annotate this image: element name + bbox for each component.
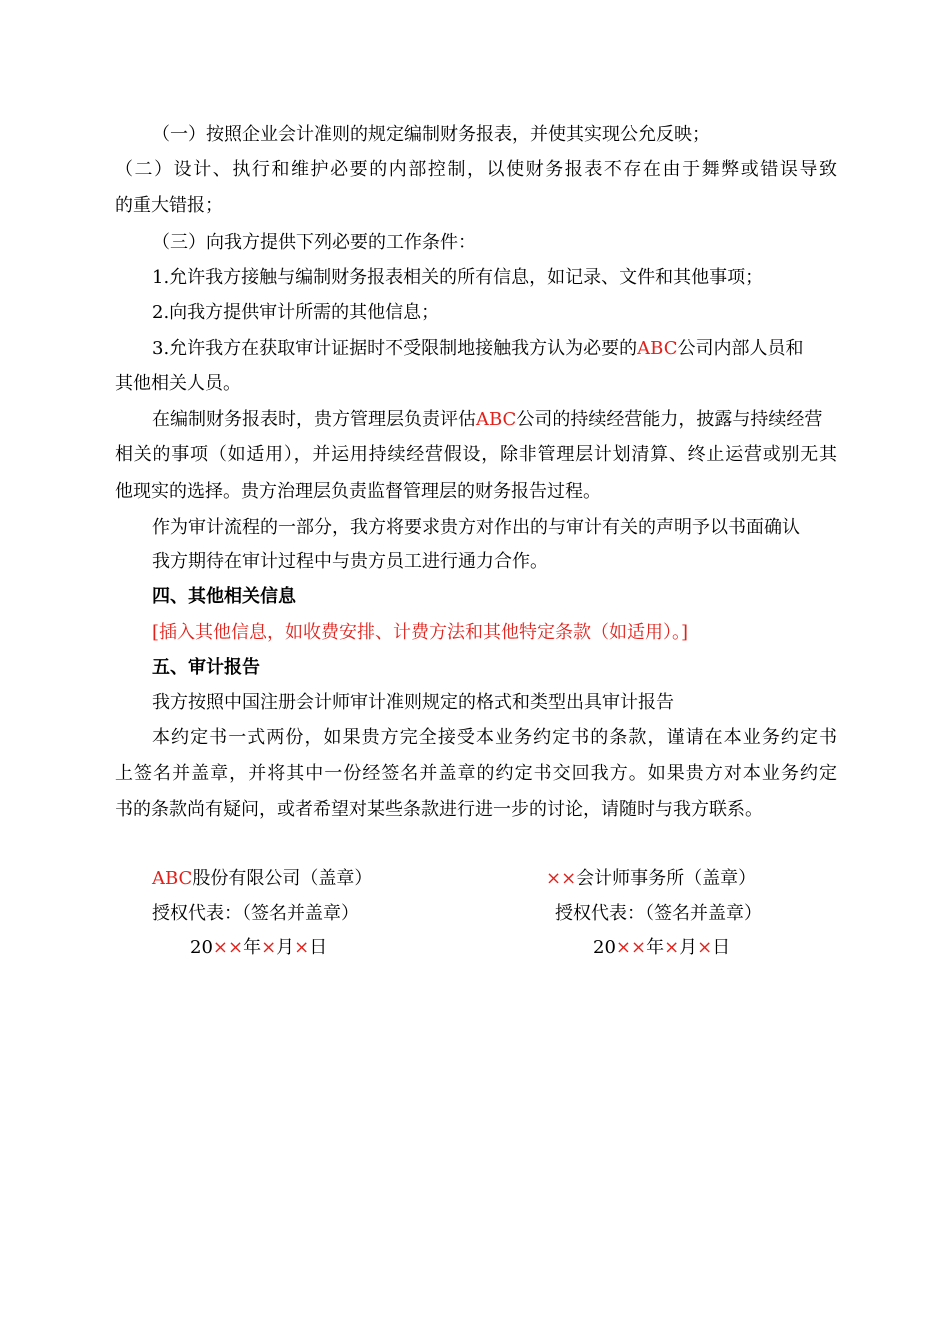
closing-paragraph-line-1: 本约定书一式两份，如果贵方完全接受本业务约定书的条款，谨请在本业务约定书 (152, 727, 837, 748)
date-month-unit: 月 (276, 937, 295, 958)
condition-item-2: 2.向我方提供审计所需的其他信息； (152, 302, 440, 323)
clause-two-line-2: 的重大错报； (115, 195, 223, 216)
management-text-post: 公司的持续经营能力，披露与持续经营 (516, 409, 823, 430)
management-company-name: ABC (476, 409, 517, 430)
date-year-unit: 年 (243, 937, 262, 958)
management-paragraph-line-3: 他现实的选择。贵方治理层负责监督管理层的财务报告过程。 (115, 481, 601, 502)
date-year-unit: 年 (646, 937, 665, 958)
date-year-prefix: 20 (190, 937, 213, 958)
management-text-pre: 在编制财务报表时，贵方管理层负责评估 (152, 409, 476, 430)
date-month-placeholder: × (261, 937, 277, 958)
accounting-firm-placeholder: ×× (546, 868, 577, 889)
date-day-unit: 日 (712, 937, 731, 958)
closing-paragraph-line-2: 上签名并盖章，并将其中一份经签名并盖章的约定书交回我方。如果贵方对本业务约定 (115, 763, 837, 784)
management-paragraph-line-2: 相关的事项（如适用），并运用持续经营假设，除非管理层计划清算、终止运营或别无其 (115, 444, 837, 465)
closing-paragraph-line-3: 书的条款尚有疑问，或者希望对某些条款进行进一步的讨论，请随时与我方联系。 (115, 799, 763, 820)
date-day-placeholder: × (697, 937, 713, 958)
management-paragraph-line-1 (152, 409, 822, 431)
section-four-heading: 四、其他相关信息 (152, 586, 296, 607)
date-month-unit: 月 (679, 937, 698, 958)
item3-text-post: 公司内部人员和 (677, 338, 804, 359)
client-company-signature-label (152, 868, 372, 890)
cooperation-line: 我方期待在审计过程中与贵方员工进行通力合作。 (152, 551, 548, 572)
client-company-rest: 股份有限公司（盖章） (192, 868, 373, 889)
clause-three: （三）向我方提供下列必要的工作条件： (152, 232, 476, 253)
audit-process-line: 作为审计流程的一部分，我方将要求贵方对作出的与审计有关的声明予以书面确认 (152, 517, 800, 538)
date-year-placeholder: ×× (615, 937, 647, 958)
firm-representative-label: 授权代表：（签名并盖章） (555, 903, 762, 924)
item3-text-pre: 3.允许我方在获取审计证据时不受限制地接触我方认为必要的 (152, 338, 638, 359)
date-year-placeholder: ×× (212, 937, 244, 958)
date-month-placeholder: × (664, 937, 680, 958)
other-info-placeholder: [插入其他信息，如收费安排、计费方法和其他特定条款（如适用）。] (152, 622, 689, 643)
condition-item-1: 1.允许我方接触与编制财务报表相关的所有信息，如记录、文件和其他事项； (152, 267, 764, 288)
clause-one: （一）按照企业会计准则的规定编制财务报表，并使其实现公允反映； (152, 124, 710, 145)
client-representative-label: 授权代表：（签名并盖章） (152, 903, 359, 924)
client-company-abbr: ABC (152, 868, 193, 889)
client-signature-date (190, 937, 327, 959)
condition-item-3-line-2: 其他相关人员。 (115, 373, 241, 394)
accounting-firm-signature-label (546, 868, 756, 890)
date-day-unit: 日 (309, 937, 328, 958)
clause-two-line-1: （二）设计、执行和维护必要的内部控制，以使财务报表不存在由于舞弊或错误导致 (115, 159, 837, 180)
accounting-firm-rest: 会计师事务所（盖章） (576, 868, 757, 889)
audit-report-line: 我方按照中国注册会计师审计准则规定的格式和类型出具审计报告 (152, 692, 674, 713)
firm-signature-date (593, 937, 730, 959)
section-five-heading: 五、审计报告 (152, 657, 260, 678)
date-day-placeholder: × (294, 937, 310, 958)
date-year-prefix: 20 (593, 937, 616, 958)
item3-company-name: ABC (637, 338, 678, 359)
condition-item-3-line-1 (152, 338, 804, 360)
